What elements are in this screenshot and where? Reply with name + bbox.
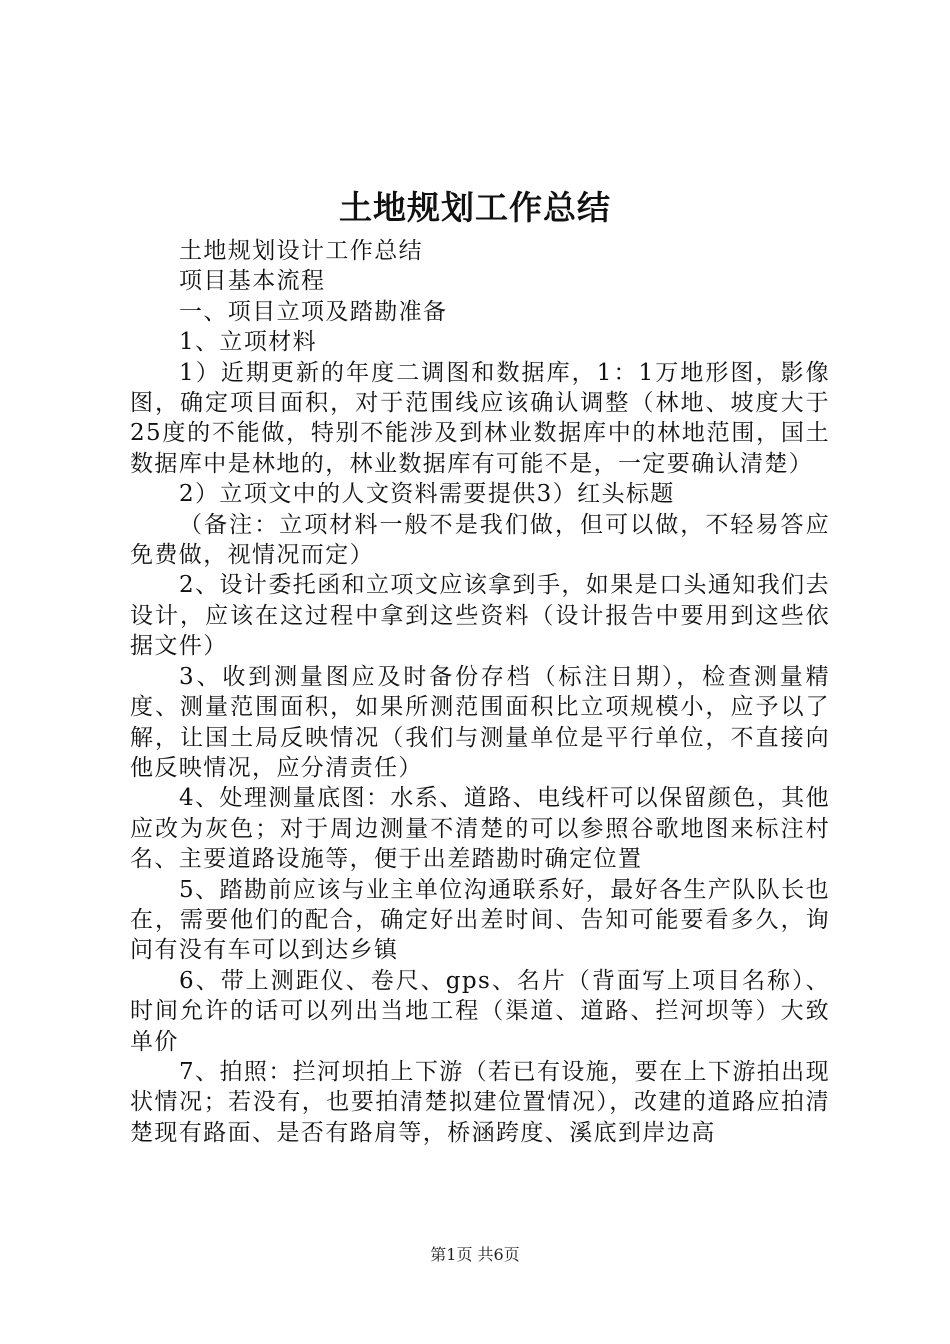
paragraph: 7、拍照：拦河坝拍上下游（若已有设施，要在上下游拍出现状情况；若没有，也要拍清楚拟建位置情况），改建的道路应拍清楚现有路面、是否有路肩等，桥涵跨度、溪底到岸边高 xyxy=(130,1058,830,1146)
paragraph: 6、带上测距仪、卷尺、gps、名片（背面写上项目名称）、时间允许的话可以列出当地工程（渠道、道路、拦河坝等）大致单价 xyxy=(130,967,830,1055)
paragraph: 2、设计委托函和立项文应该拿到手，如果是口头通知我们去设计，应该在这过程中拿到这些资料（设计报告中要用到这些依据文件） xyxy=(130,572,830,660)
document-title: 土地规划工作总结 xyxy=(339,188,611,227)
paragraph: 1）近期更新的年度二调图和数据库，1：1万地形图，影像图，确定项目面积，对于范围线应该确认调整（林地、坡度大于25度的不能做，特别不能涉及到林业数据库中的林地范围，国土数据库中是林地的，林业数据库有可能不是，一定要确认清楚） xyxy=(130,359,830,477)
paragraph: 4、处理测量底图：水系、道路、电线杆可以保留颜色，其他应改为灰色；对于周边测量不清楚的可以参照谷歌地图来标注村名、主要道路设施等，便于出差踏勘时确定位置 xyxy=(130,785,830,873)
paragraph: 3、收到测量图应及时备份存档（标注日期），检查测量精度、测量范围面积，如果所测范围面积比立项规模小，应予以了解，让国土局反映情况（我们与测量单位是平行单位，不直接向他反映情况，应分清责任） xyxy=(130,663,830,781)
paragraph: 土地规划设计工作总结 xyxy=(179,238,423,264)
paragraph: 5、踏勘前应该与业主单位沟通联系好，最好各生产队队长也在，需要他们的配合，确定好出差时间、告知可能要看多久，询问有没有车可以到达乡镇 xyxy=(130,876,830,964)
section-heading: 一、项目立项及踏勘准备 xyxy=(179,298,448,325)
paragraph: 2）立项文中的人文资料需要提供3）红头标题 xyxy=(179,481,675,508)
page-footer: 第1页 共6页 xyxy=(430,1245,520,1264)
paragraph: 项目基本流程 xyxy=(179,268,326,295)
note-paragraph: （备注：立项材料一般不是我们做，但可以做，不轻易答应免费做，视情况而定） xyxy=(130,511,830,569)
subsection-heading: 1、立项材料 xyxy=(179,329,318,356)
document-body xyxy=(130,236,830,1148)
